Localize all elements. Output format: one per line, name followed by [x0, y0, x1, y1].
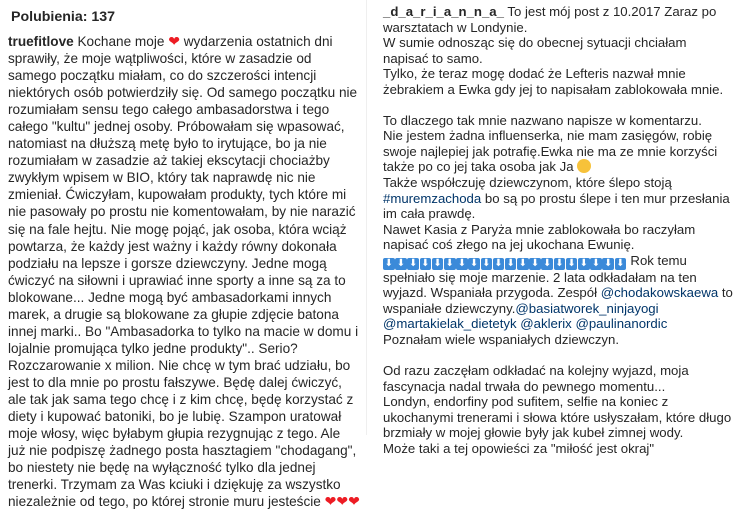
line-text: ukochanymi trenerami i słowa które usłyszałam, które długo [383, 409, 732, 425]
down-arrow-icon: ⬇ [494, 257, 503, 269]
comment-text [383, 4, 740, 456]
comment-line [383, 144, 740, 160]
line-text: Nawet Kasia z Paryża mnie zablokowała bo raczyłam [383, 221, 696, 237]
down-arrow-icon: ⬇ [543, 257, 552, 269]
down-arrow-icon: ⬇ [616, 257, 625, 269]
paragraph-gap [383, 97, 740, 113]
comment-line [383, 316, 740, 332]
comment-line [383, 285, 740, 301]
comment-line [383, 410, 740, 426]
comment-line [383, 191, 740, 207]
line-text: brzmiały w mojej głowie były jak kubeł zimnej wody. [383, 425, 684, 441]
line-text: Może taki a tej opowieści za "miłość jest okraj" [383, 440, 655, 456]
mention-link[interactable]: @basiatworek_ninjayogi [515, 300, 659, 316]
line-text: także po co jej taka osoba jak Ja [383, 159, 578, 175]
down-arrow-icon: ⬇ [591, 257, 601, 269]
comment-line [383, 237, 740, 253]
caption-intro: Kochane moje [73, 34, 169, 49]
comment-line [383, 206, 740, 222]
line-text: Nie jestem żadna influenserka, nie mam zasięgów, robię [383, 128, 713, 144]
comment-line [383, 20, 740, 36]
down-arrow-icon: ⬇ [555, 257, 564, 269]
comment-line [383, 363, 740, 379]
down-arrow-icon: ⬇ [384, 257, 393, 269]
line-text: swoje najlepiej jak potrafię.Ewka nie ma ze mnie korzyści [383, 143, 718, 159]
line-text: spełniało się moje marzenie. 2 lata odkładałam na ten [383, 269, 697, 285]
comment-line [383, 128, 740, 144]
line-text: To dlaczego tak mnie nazwano napisze w komentarzu. [383, 112, 702, 128]
left-post-panel [0, 0, 366, 510]
down-arrow-icon: ⬇ [518, 257, 528, 269]
comment-line [383, 113, 740, 129]
comment-line [383, 270, 740, 286]
down-arrow-icon: ⬇ [506, 257, 515, 269]
paragraph-gap [383, 347, 740, 363]
line-text: bo są po prostu ślepe i ten mur przesłania [481, 190, 730, 206]
down-arrow-icon: ⬇ [457, 257, 467, 269]
caption-body: wydarzenia ostatnich dni sprawiły, że moje wątpliwości, które w zasadzie od samego początku miałam, co do szczerości intencji niektórych osób potwierdziły się. Od samego początku nie rozumiałam sensu tego całego ambasadorstwa i tego całego "kultu" jednej osoby. Próbowałam się wpasować, natomiast na dłuższą metę było to irytujące, bo ja nie rozumiałam w zasadzie aż takiej ekscytacji chociażby zwykłym wpisem w BIO, który tak naprawdę nic nie zmieniał. Ćwiczyłam, kupowałam produkty, tych które mi nie pasowały po prostu nie komentowałam, by nie narazić się na fale hejtu. Nie mogę pojąć, jak osoba, która wciąż powtarza, że każdy jest ważny i każdy równy dokonała podziału na lepsze i gorsze dziewczyny. Jedne mogą ćwiczyć na siłowni i uprawiać inne sporty a inne są za to blokowane... Jedne mogą być ambasadorkami innych marek, a drugie są blokowane za głupie zdjęcie batona innej marki.. Bo "Ambasadorka to tylko na macie w domu i lojalnie promująca tylko jedne produkty".. Serio? Rozczarowanie x milion. Nie chcę w tym brać udziału, bo jest to dla mnie po prostu fałszywe. Będę dalej ćwiczyć, ale tak jak sama tego chcę i z kim chcę, będę korzystać z diety i kupować batoniki, bo je lubię. Szampon uratował moje włosy, więc byłabym głupia rezygnując z tego. Ale już nie podpiszę żadnego posta hasztagiem "chodagang", bo niestety nie będę na wyłączność tylko dla jednej trenerki. Trzymam za Was kciuki i dziękuję za wszystko niezależnie od tego, po której stronie muru jesteście [8, 34, 359, 510]
down-arrow-icon: ⬇ [445, 257, 454, 269]
line-text: żebrakiem a Ewka gdy jej to napisałam zablokowała mnie. [383, 81, 724, 97]
comment-line [383, 82, 740, 98]
line-text: napisać coś złego na jej ukochana Ewunię. [383, 237, 635, 253]
line-text: napisać to samo. [383, 50, 483, 66]
comment-line [383, 379, 740, 395]
down-arrow-icon: ⬇ [421, 257, 430, 269]
line-text: to [718, 285, 733, 301]
comment-line [383, 332, 740, 348]
line-text: To jest mój post z 10.2017 Zaraz po [503, 4, 717, 19]
line-text: W sumie odnosząc się do obecnej sytuacji chciałam [383, 35, 687, 51]
author-username[interactable]: _d_a_r_i_a_n_n_a_ [383, 4, 504, 19]
line-text: Poznałam wiele wspaniałych dziewczyn. [383, 331, 620, 347]
mention-link[interactable]: @aklerix [520, 316, 572, 332]
comment-line [383, 301, 740, 317]
down-arrow-icon: ⬇ [408, 257, 418, 269]
mention-link[interactable]: @martakielak_dietetyk [383, 316, 517, 332]
comment-line [383, 35, 740, 51]
comment-line [383, 441, 740, 457]
right-post-panel [366, 0, 744, 456]
down-arrow-icon: ⬇ [433, 257, 442, 269]
comment-line [383, 222, 740, 238]
comment-line [383, 175, 740, 191]
author-username[interactable]: truefitlove [8, 34, 74, 49]
down-arrow-icon: ⬇ [482, 257, 491, 269]
comment-line [383, 394, 740, 410]
down-arrow-icon: ⬇ [469, 257, 479, 269]
mention-link[interactable]: @paulinanordic [575, 316, 668, 332]
line-text: Londyn, endorfiny pod sufitem, selfie na koniec z [383, 394, 669, 410]
mention-link[interactable]: @chodakowskaewa [600, 285, 719, 301]
line-text: Także współczuję dziewczynom, które ślepo stoją [383, 175, 672, 191]
post-caption [8, 33, 360, 510]
comment-line [383, 4, 740, 20]
down-arrow-icon: ⬇ [530, 257, 540, 269]
line-text: Od razu zaczęłam odkładać na kolejny wyjazd, moja [383, 363, 689, 379]
line-text: wspaniałe dziewczyny. [383, 300, 516, 316]
thinking-face-icon [577, 159, 591, 173]
comment-line [383, 253, 740, 270]
heart-icon: ❤ [168, 33, 180, 49]
hearts-icon: ❤❤❤ [324, 493, 360, 510]
down-arrow-icon: ⬇ [396, 257, 406, 269]
line-text: fascynacja nadal trwała do pewnego momentu... [383, 378, 666, 394]
line-text: Tylko, że teraz mogę dodać że Lefteris nazwał mnie [383, 66, 686, 82]
comment-line [383, 425, 740, 441]
comment-line [383, 159, 740, 175]
comment-line [383, 66, 740, 82]
hashtag-link[interactable]: #muremzachoda [383, 190, 482, 206]
down-arrow-icon: ⬇ [567, 257, 576, 269]
line-text: wyjazd. Wspaniała przygoda. Zespół [383, 285, 601, 301]
line-text: Rok temu [626, 252, 687, 268]
comment-line [383, 51, 740, 67]
down-arrow-icon: ⬇ [579, 257, 588, 269]
line-text: im cała prawdę. [383, 206, 476, 222]
down-arrow-icon: ⬇ [603, 257, 613, 269]
line-text: warsztatach w Londynie. [383, 19, 528, 35]
likes-count[interactable]: Polubienia: 137 [11, 9, 116, 25]
